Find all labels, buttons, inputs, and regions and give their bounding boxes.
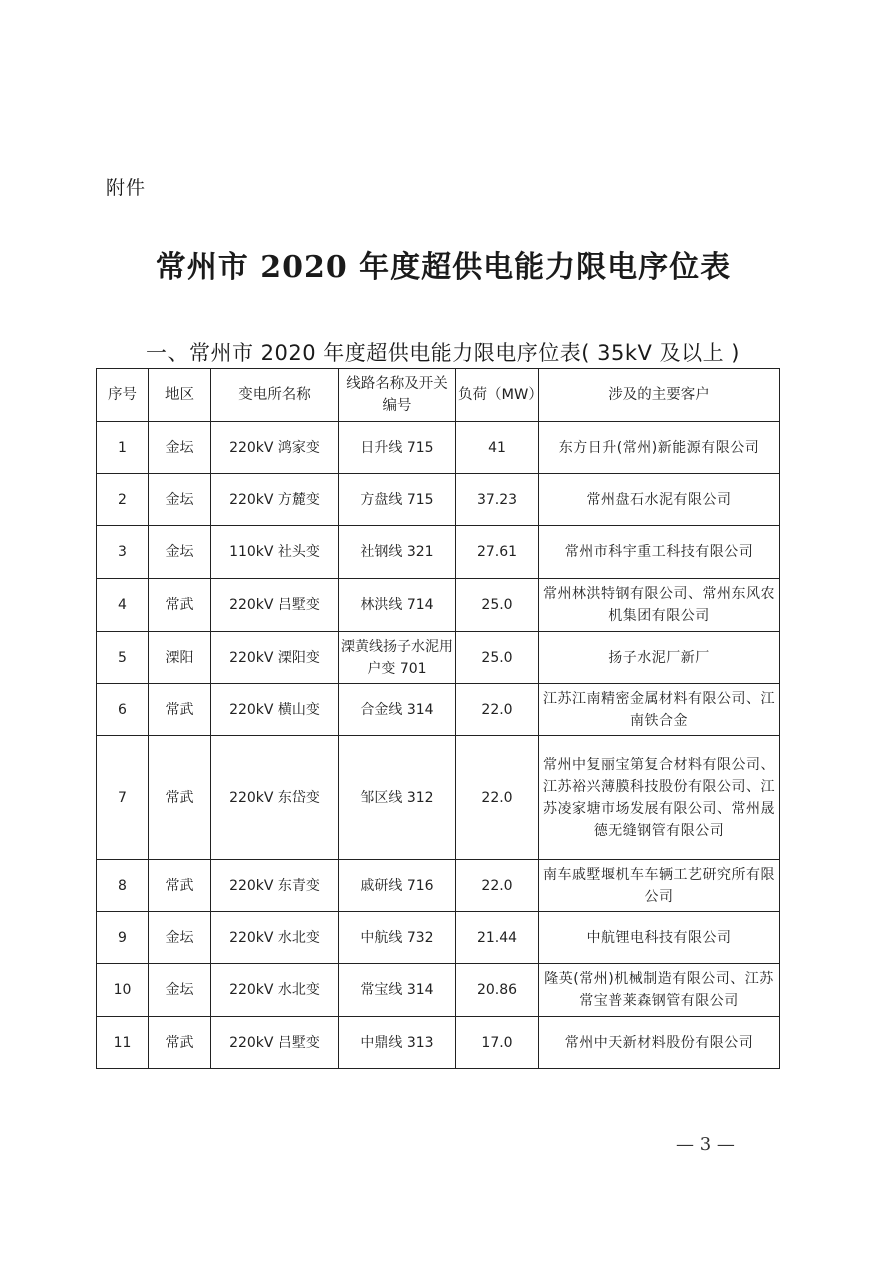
cell-load: 37.23	[456, 474, 539, 526]
cell-substation: 220kV 鸿家变	[211, 422, 339, 474]
cell-customers: 南车戚墅堰机车车辆工艺研究所有限公司	[539, 860, 780, 912]
table-row	[97, 422, 780, 474]
cell-substation: 220kV 吕墅变	[211, 1017, 339, 1069]
cell-line: 中航线 732	[339, 912, 456, 964]
cell-region: 常武	[149, 860, 211, 912]
table-row	[97, 632, 780, 684]
cell-region: 常武	[149, 684, 211, 736]
table-row	[97, 526, 780, 579]
cell-substation: 220kV 水北变	[211, 964, 339, 1017]
document-title: 常州市 2020 年度超供电能力限电序位表	[155, 250, 732, 285]
cell-line: 合金线 314	[339, 684, 456, 736]
cell-region: 金坛	[149, 912, 211, 964]
page-number: — 3 —	[676, 1134, 735, 1155]
header-line: 线路名称及开关编号	[339, 369, 456, 422]
cell-seq: 5	[97, 632, 149, 684]
cell-line: 戚研线 716	[339, 860, 456, 912]
cell-load: 22.0	[456, 736, 539, 860]
cell-load: 41	[456, 422, 539, 474]
cell-load: 22.0	[456, 684, 539, 736]
cell-seq: 9	[97, 912, 149, 964]
header-substation: 变电所名称	[211, 369, 339, 422]
cell-load: 17.0	[456, 1017, 539, 1069]
cell-seq: 3	[97, 526, 149, 579]
cell-substation: 220kV 吕墅变	[211, 579, 339, 632]
cell-customers: 江苏江南精密金属材料有限公司、江南铁合金	[539, 684, 780, 736]
cell-load: 25.0	[456, 579, 539, 632]
cell-load: 20.86	[456, 964, 539, 1017]
cell-substation: 110kV 社头变	[211, 526, 339, 579]
cell-customers: 常州中天新材料股份有限公司	[539, 1017, 780, 1069]
cell-customers: 常州中复丽宝第复合材料有限公司、江苏裕兴薄膜科技股份有限公司、江苏凌家塘市场发展有限公司、常州晟德无缝钢管有限公司	[539, 736, 780, 860]
cell-customers: 扬子水泥厂新厂	[539, 632, 780, 684]
cell-region: 常武	[149, 1017, 211, 1069]
cell-line: 日升线 715	[339, 422, 456, 474]
attachment-label: 附件	[106, 177, 147, 199]
cell-substation: 220kV 横山变	[211, 684, 339, 736]
table-row	[97, 964, 780, 1017]
cell-load: 25.0	[456, 632, 539, 684]
cell-seq: 2	[97, 474, 149, 526]
cell-customers: 隆英(常州)机械制造有限公司、江苏常宝普莱森钢管有限公司	[539, 964, 780, 1017]
cell-customers: 常州林洪特钢有限公司、常州东风农机集团有限公司	[539, 579, 780, 632]
cell-customers: 中航锂电科技有限公司	[539, 912, 780, 964]
cell-customers: 常州市科宇重工科技有限公司	[539, 526, 780, 579]
cell-customers: 常州盘石水泥有限公司	[539, 474, 780, 526]
cell-substation: 220kV 东岱变	[211, 736, 339, 860]
cell-region: 金坛	[149, 474, 211, 526]
cell-seq: 6	[97, 684, 149, 736]
header-seq: 序号	[97, 369, 149, 422]
table-row	[97, 684, 780, 736]
cell-line: 邹区线 312	[339, 736, 456, 860]
cell-substation: 220kV 东青变	[211, 860, 339, 912]
cell-substation: 220kV 方麓变	[211, 474, 339, 526]
cell-region: 溧阳	[149, 632, 211, 684]
cell-region: 常武	[149, 579, 211, 632]
cell-line: 常宝线 314	[339, 964, 456, 1017]
header-customers: 涉及的主要客户	[539, 369, 780, 422]
cell-region: 常武	[149, 736, 211, 860]
cell-load: 22.0	[456, 860, 539, 912]
cell-line: 溧黄线扬子水泥用户变 701	[339, 632, 456, 684]
power-limit-table	[96, 368, 780, 1069]
cell-seq: 8	[97, 860, 149, 912]
cell-customers: 东方日升(常州)新能源有限公司	[539, 422, 780, 474]
cell-seq: 1	[97, 422, 149, 474]
cell-substation: 220kV 溧阳变	[211, 632, 339, 684]
cell-load: 21.44	[456, 912, 539, 964]
table-row	[97, 736, 780, 860]
cell-seq: 11	[97, 1017, 149, 1069]
cell-line: 方盘线 715	[339, 474, 456, 526]
cell-region: 金坛	[149, 964, 211, 1017]
cell-seq: 10	[97, 964, 149, 1017]
table-header-row	[97, 369, 780, 422]
cell-region: 金坛	[149, 526, 211, 579]
header-region: 地区	[149, 369, 211, 422]
cell-seq: 4	[97, 579, 149, 632]
table-row	[97, 1017, 780, 1069]
cell-line: 林洪线 714	[339, 579, 456, 632]
header-load: 负荷（MW）	[456, 369, 539, 422]
cell-load: 27.61	[456, 526, 539, 579]
section-title: 一、常州市 2020 年度超供电能力限电序位表( 35kV 及以上 )	[146, 341, 740, 365]
table-row	[97, 912, 780, 964]
cell-line: 中鼎线 313	[339, 1017, 456, 1069]
cell-line: 社钢线 321	[339, 526, 456, 579]
cell-region: 金坛	[149, 422, 211, 474]
table-row	[97, 579, 780, 632]
cell-seq: 7	[97, 736, 149, 860]
table-row	[97, 860, 780, 912]
cell-substation: 220kV 水北变	[211, 912, 339, 964]
table-row	[97, 474, 780, 526]
